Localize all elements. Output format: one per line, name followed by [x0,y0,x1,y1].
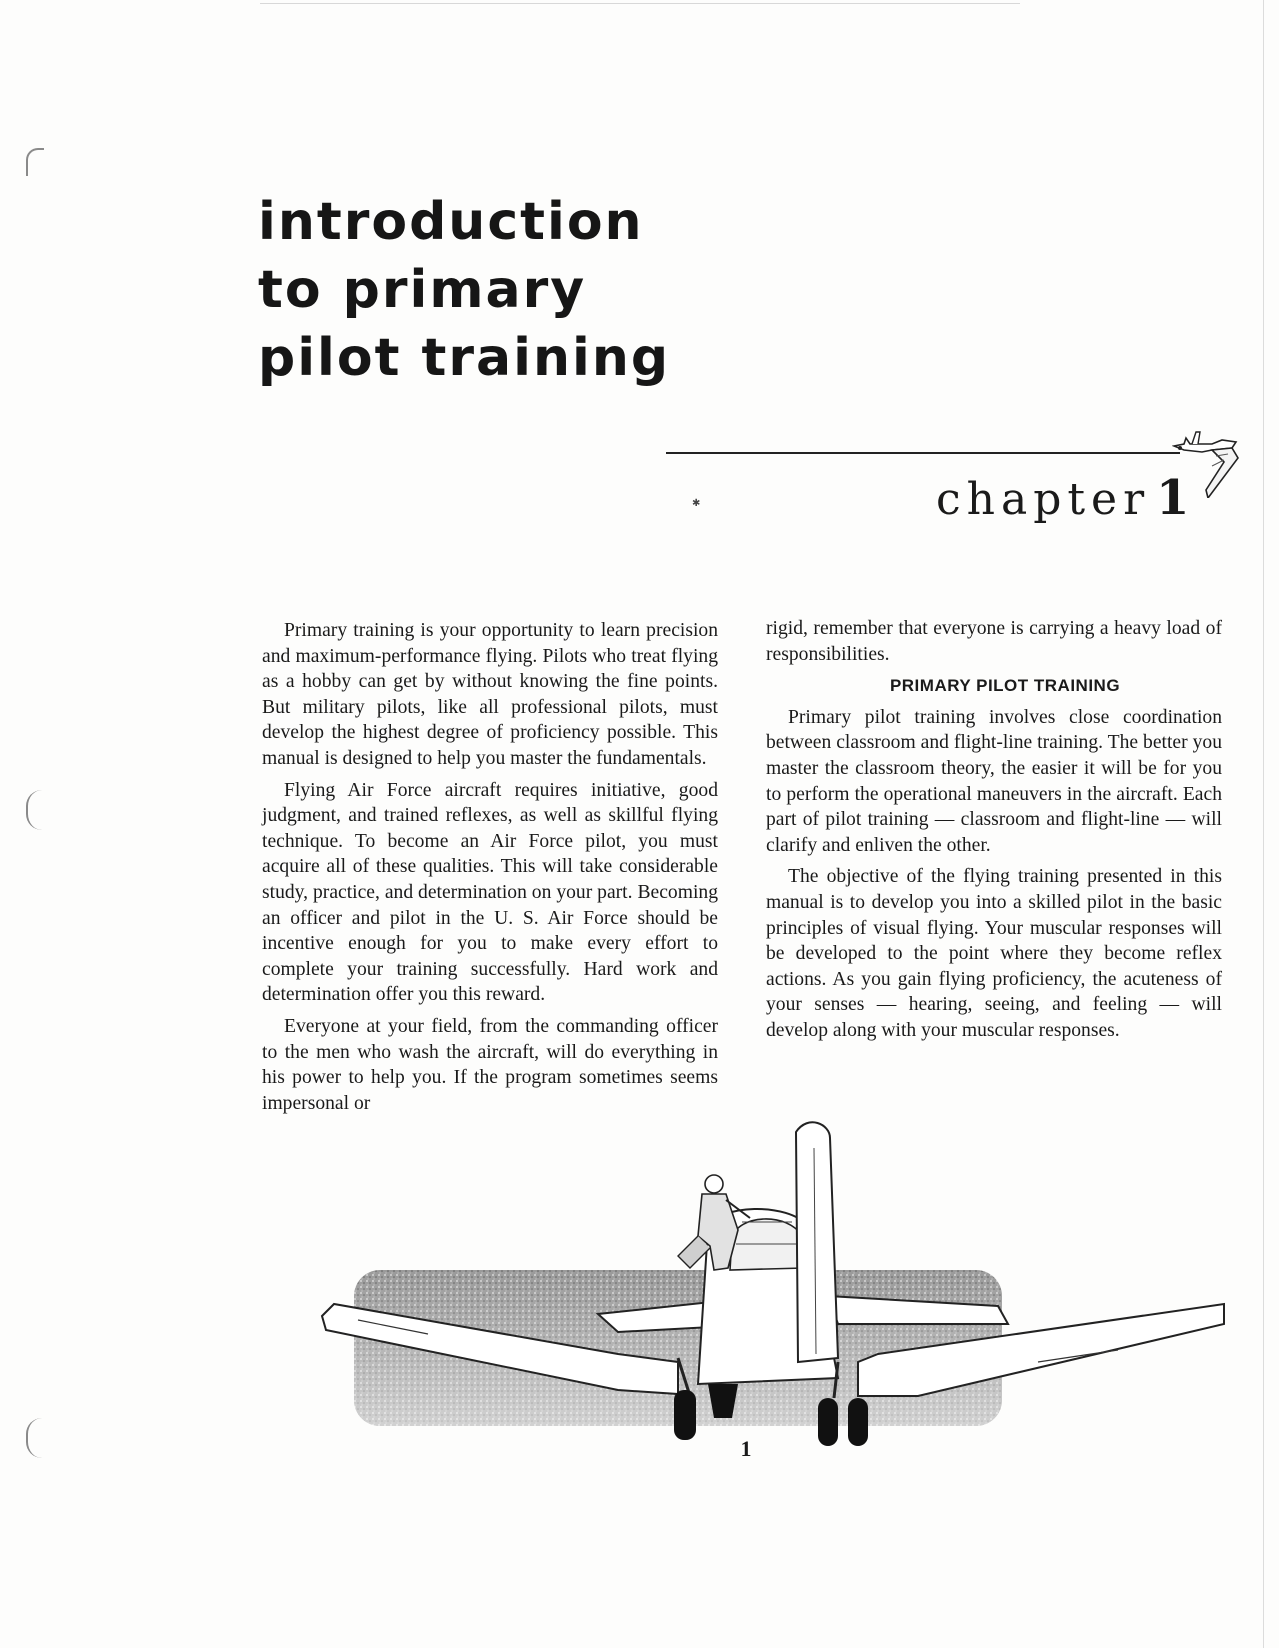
paragraph: Primary training is your opportunity to learn precision and maximum-performance flying. Pilots who treat flying as a hobby can get by without knowing the fine points. But military pilots, like all professional pilots, must develop the highest degree of proficiency possible. This manual is designed to help you master the fundamentals. [262,620,718,769]
binder-hole-mark-top [26,148,44,176]
paragraph: Everyone at your field, from the commanding officer to the men who wash the aircraft, will do everything in his power to help you. If the program sometimes seems impersonal or [262,1015,718,1114]
chapter-number: 1 [1156,470,1190,526]
paragraph: Flying Air Force aircraft requires initiative, good judgment, and trained reflexes, as well as skillful flying technique. To become an Air Force pilot, you must acquire all of these qualities. This will take considerable study, practice, and determination on your part. Becoming an officer and pilot in the U. S. Air Force should be incentive enough for you to make every effort to complete your training successfully. Hard work and determination offer you this reward. [262,779,718,1006]
airplane-with-pilot-boarding-icon [318,1118,1228,1450]
chapter-label: chapter [936,474,1151,525]
left-text-column [262,618,718,1122]
paragraph: The objective of the flying training presented in this manual is to develop you into a skilled pilot in the basic principles of visual flying. Your muscular responses will be developed to the point where they become reflex actions. As you gain flying proficiency, the acuteness of your senses — hearing, seeing, and feeling — will develop along with your muscular responses. [766,866,1222,1041]
binder-hole-mark-middle [26,790,44,830]
printing-speck: ✱ [692,498,701,509]
paragraph: Primary pilot training involves close coordination between classroom and flight-line training. The better you master the classroom theory, the easier it will be for you to perform the operational maneuvers in the aircraft. Each part of pilot training — classroom and flight-line — will clarify and enliven the other. [766,706,1222,856]
title-line-2: to primary [258,260,587,320]
page-number: 1 [740,1436,752,1461]
chapter-rule [666,452,1180,454]
section-heading: PRIMARY PILOT TRAINING [889,676,1121,696]
page-right-edge [1263,0,1264,1648]
title-line-1: introduction [258,192,644,252]
page-top-edge [260,3,1020,4]
title-line-3: pilot training [258,328,671,388]
page-title [258,188,670,392]
paragraph-continuation: rigid, remember that everyone is carrying a heavy load of responsibilities. [766,618,1222,665]
right-text-column [766,616,1222,1050]
